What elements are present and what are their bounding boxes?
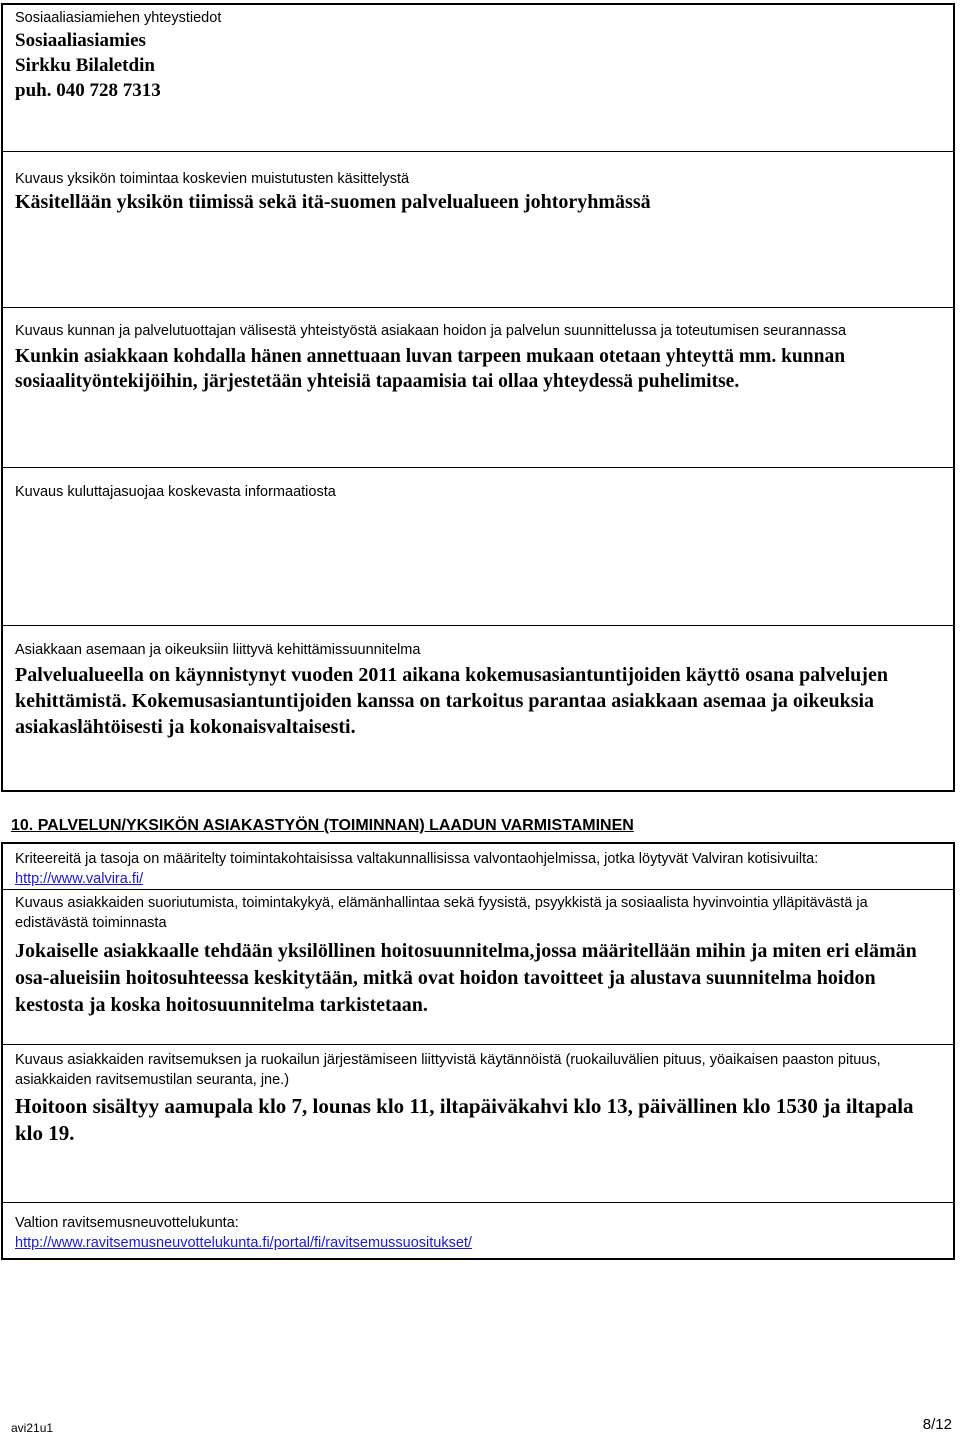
nutrition-label: Kuvaus asiakkaiden ravitsemuksen ja ruokailun järjestämiseen liittyvistä käytännöistä (ruokailuvälien pituus, yöaikaisen paaston pituus, asiakkaiden ravitsemustilan seuranta, jne.) (15, 1052, 881, 1088)
contact-name: Sirkku Bilaletdin (15, 55, 155, 76)
divider (3, 151, 953, 152)
contact-phone: puh. 040 728 7313 (15, 80, 161, 101)
cooperation-label: Kuvaus kunnan ja palvelutuottajan välisestä yhteistyöstä asiakaan hoidon ja palvelun suunnittelussa ja toteutumisen seurannassa (15, 323, 847, 339)
reminders-block (15, 169, 943, 215)
council-block (15, 1213, 943, 1253)
reminders-label: Kuvaus yksikön toimintaa koskevien muistutusten käsittelystä (15, 171, 410, 187)
consumer-info-block (15, 482, 943, 502)
cooperation-text: Kunkin asiakkaan kohdalla hänen annettuaan luvan tarpeen mukaan otetaan yhteyttä mm. kunnan sosiaalityöntekijöihin, järjestetään yhteisiä tapaamisia tai ollaa yhteydessä puhelimitse. (15, 346, 846, 392)
footer-doc-code: avi21u1 (11, 1421, 54, 1435)
nutrition-text: Hoitoon sisältyy aamupala klo 7, lounas klo 11, iltapäiväkahvi klo 13, päivällinen klo 1530 ja iltapala klo 19. (15, 1094, 914, 1145)
contact-label: Sosiaaliasiamiehen yhteystiedot (15, 10, 222, 26)
development-plan-text: Palvelualueella on käynnistynyt vuoden 2011 aikana kokemusasiantuntijoiden käyttö osana palvelujen kehittämistä. Kokemusasiantuntijoiden kanssa on tarkoitus parantaa asiakkaan asemaa ja oikeuksia asiakaslähtöisesti ja kokonaisvaltaisesti. (15, 664, 888, 738)
development-plan-label: Asiakkaan asemaan ja oikeuksiin liittyvä kehittämissuunnitelma (15, 642, 421, 658)
divider (3, 1202, 953, 1203)
lower-form-box (1, 842, 955, 1260)
council-label: Valtion ravitsemusneuvottelukunta: (15, 1215, 239, 1231)
functioning-label: Kuvaus asiakkaiden suoriutumista, toimintakykyä, elämänhallintaa sekä fyysistä, psyykkistä ja sosiaalista hyvinvointia ylläpitävästä ja edistävästä toiminnasta (15, 895, 868, 931)
criteria-block (15, 849, 943, 889)
development-plan-block (15, 640, 943, 740)
contact-title: Sosiaaliasiamies (15, 30, 146, 51)
cooperation-block (15, 321, 943, 394)
functioning-text: Jokaiselle asiakkaalle tehdään yksilöllinen hoitosuunnitelma,jossa määritellään mihin ja miten eri elämän osa-alueisiin hoitosuhteessa keskitytään, mitkä ovat hoidon tavoitteet ja alustava suunnitelma hoidon kestosta ja koska hoitosuunnitelma tarkistetaan. (15, 940, 917, 1016)
reminders-text: Käsitellään yksikön tiimissä sekä itä-suomen palvelualueen johtoryhmässä (15, 191, 651, 213)
footer-page-number: 8/12 (922, 1416, 952, 1433)
valvira-link[interactable]: http://www.valvira.fi/ (15, 871, 144, 887)
consumer-info-label: Kuvaus kuluttajasuojaa koskevasta informaatiosta (15, 484, 336, 500)
divider (3, 889, 953, 890)
nutrition-block (15, 1050, 943, 1147)
divider (3, 1044, 953, 1045)
divider (3, 625, 953, 626)
upper-form-box (1, 3, 955, 792)
contact-block (15, 8, 943, 103)
section-heading: 10. PALVELUN/YKSIKÖN ASIAKASTYÖN (TOIMINNAN) LAADUN VARMISTAMINEN (11, 817, 634, 834)
ravitsemus-link[interactable]: http://www.ravitsemusneuvottelukunta.fi/portal/fi/ravitsemussuositukset/ (15, 1235, 472, 1251)
divider (3, 467, 953, 468)
criteria-text: Kriteereitä ja tasoja on määritelty toimintakohtaisissa valtakunnallisissa valvontaohjelmissa, jotka löytyvät Valviran kotisivuilta: (15, 851, 819, 867)
divider (3, 307, 953, 308)
functioning-block (15, 893, 943, 1019)
